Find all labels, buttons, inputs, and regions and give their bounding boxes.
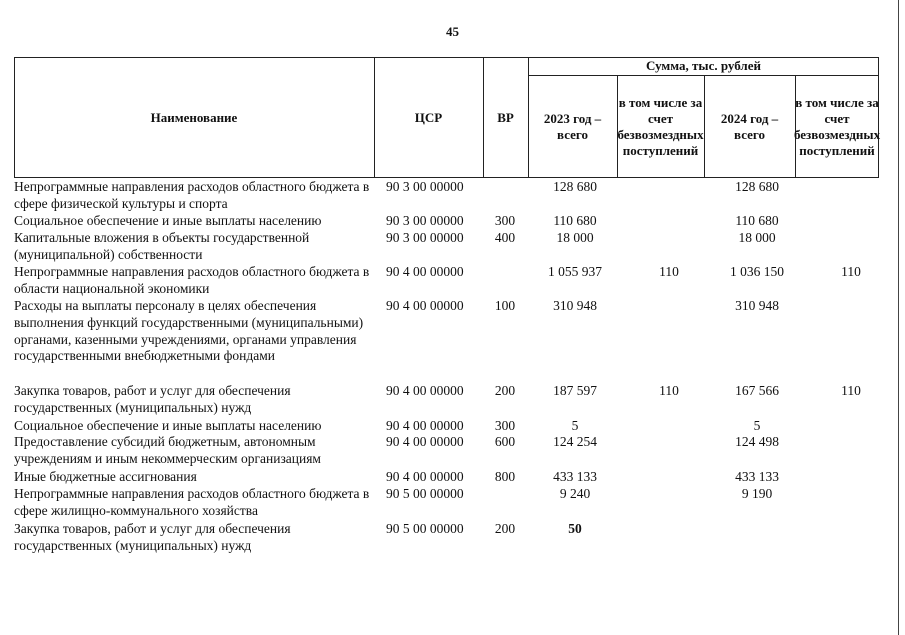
row-sum-2023: 110 680	[553, 213, 597, 228]
row-name: Иные бюджетные ассигнования	[14, 469, 197, 484]
row-csr: 90 4 00 00000	[386, 469, 464, 484]
row-sum-2024: 9 190	[741, 486, 773, 501]
row-sum-2024: 128 680	[735, 179, 779, 194]
row-name: Капитальные вложения в объекты государственной (муниципальной) собственности	[14, 230, 310, 262]
row-vr: 600	[494, 434, 516, 449]
row-csr: 90 3 00 00000	[386, 230, 464, 245]
row-vr: 400	[494, 230, 516, 245]
row-name: Закупка товаров, работ и услуг для обеспечения государственных (муниципальных) нужд	[14, 521, 291, 553]
row-vr: 300	[494, 213, 516, 228]
row-csr: 90 4 00 00000	[386, 383, 464, 398]
row-vr: 800	[494, 469, 516, 484]
row-csr: 90 3 00 00000	[386, 213, 464, 228]
row-csr: 90 3 00 00000	[386, 179, 464, 194]
row-sum-2024: 5	[753, 418, 761, 433]
row-sum-2023: 5	[571, 418, 579, 433]
row-sum-2023: 128 680	[553, 179, 597, 194]
row-name: Закупка товаров, работ и услуг для обеспечения государственных (муниципальных) нужд	[14, 383, 291, 415]
row-free-2023: 110	[659, 264, 679, 279]
row-name: Социальное обеспечение и иные выплаты населению	[14, 418, 322, 433]
row-sum-2023: 433 133	[553, 469, 597, 484]
header-2023-total: 2023 год – всего	[543, 110, 602, 142]
row-name: Непрограммные направления расходов областного бюджета в сфере физической культуры и спорта	[14, 179, 370, 211]
row-name: Расходы на выплаты персоналу в целях обеспечения выполнения функций государственными (муниципальными) органами, казенными учреждениями, органами управления государственными внебюджетными фондами	[14, 298, 364, 364]
row-sum-2024: 18 000	[738, 230, 776, 245]
row-sum-2023: 1 055 937	[548, 264, 602, 279]
row-vr: 200	[494, 521, 516, 536]
row-free-2024: 110	[841, 383, 861, 398]
row-vr: 200	[494, 383, 516, 398]
row-free-2023: 110	[659, 383, 679, 398]
row-sum-2023: 124 254	[553, 434, 597, 449]
row-name: Социальное обеспечение и иные выплаты населению	[14, 213, 322, 228]
row-sum-2023: 18 000	[556, 230, 594, 245]
header-name: Наименование	[150, 109, 238, 125]
row-sum-2023: 310 948	[553, 298, 597, 313]
row-csr: 90 5 00 00000	[386, 486, 464, 501]
header-2024-total: 2024 год – всего	[720, 110, 779, 142]
header-csr: ЦСР	[414, 109, 443, 125]
row-sum-2024: 110 680	[735, 213, 779, 228]
row-free-2024: 110	[841, 264, 861, 279]
page-edge	[898, 0, 899, 635]
row-sum-2023: 187 597	[553, 383, 597, 398]
header-sum-group: Сумма, тыс. рублей	[646, 58, 761, 73]
row-sum-2024: 1 036 150	[730, 264, 784, 279]
row-sum-2024: 310 948	[735, 298, 779, 313]
row-csr: 90 5 00 00000	[386, 521, 464, 536]
row-csr: 90 4 00 00000	[386, 434, 464, 449]
row-sum-2024: 124 498	[735, 434, 779, 449]
row-sum-2024: 433 133	[735, 469, 779, 484]
header-2023-free: в том числе за счет безвозмездных поступлений	[617, 94, 704, 158]
row-csr: 90 4 00 00000	[386, 298, 464, 313]
row-name: Предоставление субсидий бюджетным, автономным учреждениям и иным некоммерческим организациям	[14, 434, 321, 466]
row-csr: 90 4 00 00000	[386, 264, 464, 279]
row-sum-2023: 9 240	[559, 486, 591, 501]
header-vr: ВР	[497, 109, 514, 125]
page-number: 45	[446, 24, 459, 39]
row-sum-2024: 167 566	[735, 383, 779, 398]
row-name: Непрограммные направления расходов областного бюджета в области национальной экономики	[14, 264, 370, 296]
row-csr: 90 4 00 00000	[386, 418, 464, 433]
header-2024-free: в том числе за счет безвозмездных поступлений	[793, 94, 881, 158]
row-vr: 300	[494, 418, 516, 433]
row-name: Непрограммные направления расходов областного бюджета в сфере жилищно-коммунального хозяйства	[14, 486, 370, 518]
row-sum-2023: 50	[568, 521, 582, 536]
row-vr: 100	[494, 298, 516, 313]
